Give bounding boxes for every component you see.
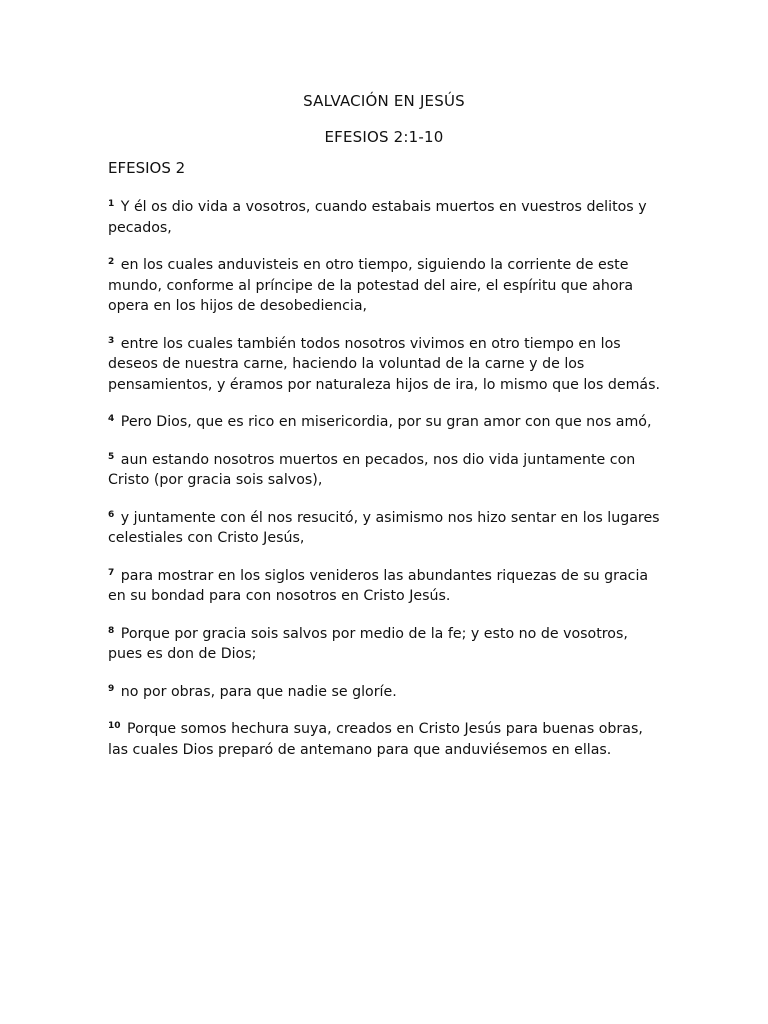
verse-number: 10 — [108, 721, 121, 731]
verse-number: 1 — [108, 199, 115, 209]
verse — [108, 566, 664, 607]
verse — [108, 450, 664, 491]
verse-text: en los cuales anduvisteis en otro tiempo, siguiendo la corriente de este mundo, conforme al príncipe de la potestad del aire, el espíritu que ahora opera en los hijos de desobediencia, — [108, 257, 634, 314]
verse-text: entre los cuales también todos nosotros vivimos en otro tiempo en los deseos de nuestra carne, haciendo la voluntad de la carne y de los pensamientos, y éramos por naturaleza hijos de ira, lo mismo que los demás. — [108, 335, 661, 393]
verse-number: 2 — [108, 257, 115, 267]
verse-text: para mostrar en los siglos venideros las abundantes riquezas de su gracia en su bondad para con nosotros en Cristo Jesús. — [108, 567, 649, 604]
verse-text: Y él os dio vida a vosotros, cuando estabais muertos en vuestros delitos y pecados, — [108, 199, 647, 236]
verse-list — [108, 197, 664, 777]
verse — [108, 197, 664, 238]
verse — [108, 412, 664, 433]
verse — [108, 682, 664, 703]
verse-number: 3 — [108, 335, 115, 346]
verse-number: 9 — [108, 683, 115, 694]
verse-text: Porque somos hechura suya, creados en Cristo Jesús para buenas obras, las cuales Dios preparó de antemano para que anduviésemos en ellas. — [108, 721, 643, 758]
verse-number: 7 — [108, 567, 115, 578]
verse — [108, 624, 664, 665]
scripture-reference: EFESIOS 2:1-10 — [324, 128, 444, 146]
verse-text: Porque por gracia sois salvos por medio de la fe; y esto no de vosotros, pues es don de Dios; — [108, 625, 628, 662]
verse-text: aun estando nosotros muertos en pecados, nos dio vida juntamente con Cristo (por gracia sois salvos), — [108, 451, 636, 488]
verse — [108, 334, 664, 396]
verse-number: 5 — [108, 451, 115, 462]
verse — [108, 255, 664, 317]
verse-number: 6 — [108, 509, 115, 520]
document-title: SALVACIÓN EN JESÚS — [303, 92, 465, 110]
verse-number: 8 — [108, 625, 115, 636]
verse-text: y juntamente con él nos resucitó, y asimismo nos hizo sentar en los lugares celestiales con Cristo Jesús, — [108, 509, 660, 546]
verse-number: 4 — [108, 414, 115, 424]
verse-text: Pero Dios, que es rico en misericordia, por su gran amor con que nos amó, — [120, 414, 652, 430]
verse — [108, 719, 664, 760]
verse — [108, 508, 664, 549]
chapter-heading: EFESIOS 2 — [108, 159, 186, 177]
verse-text: no por obras, para que nadie se gloríe. — [120, 683, 397, 700]
